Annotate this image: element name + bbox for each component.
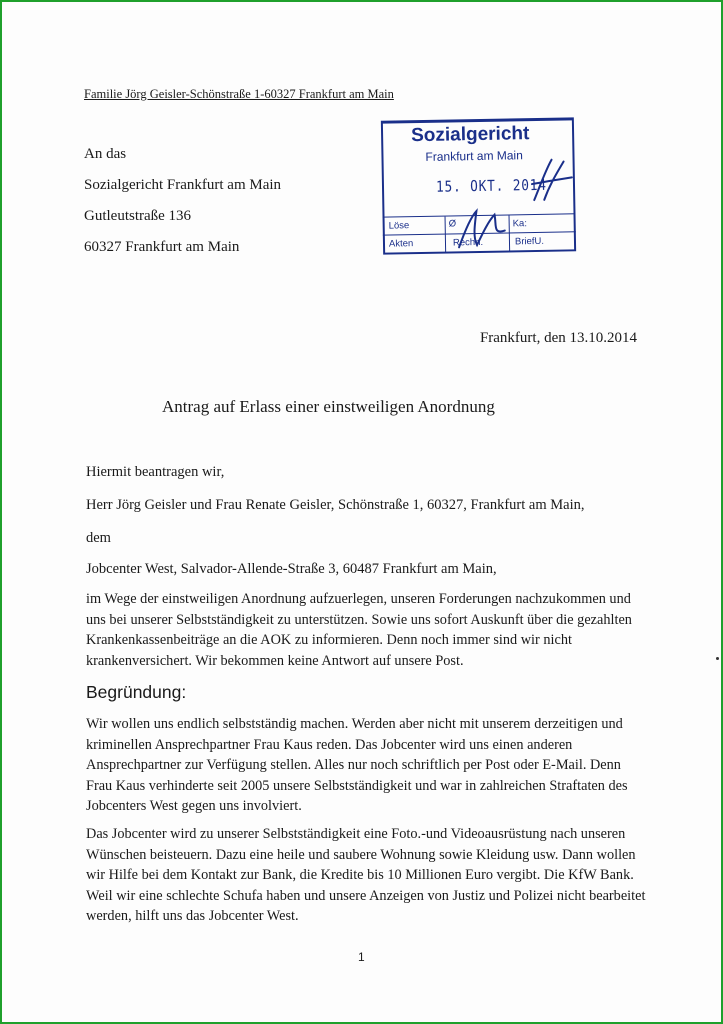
reasons-heading: Begründung: [86, 682, 187, 702]
stamp-initials-icon [452, 206, 513, 251]
court-receipt-stamp [381, 117, 576, 254]
applicants-line: Herr Jörg Geisler und Frau Renate Geisler, Schönstraße 1, 60327, Frankfurt am Main, [86, 497, 585, 513]
date-line: Frankfurt, den 13.10.2014 [479, 330, 637, 346]
recipient-line-2: Sozialgericht Frankfurt am Main [84, 177, 282, 193]
document-title: Antrag auf Erlass einer einstweiligen Anordnung [162, 397, 495, 416]
stamp-cell-rechn: Rechn. [452, 236, 484, 249]
stamp-date: 15. OKT. 2014 [435, 175, 547, 196]
stamp-court: Sozialgericht [410, 123, 530, 147]
stamp-cell-zero: Ø [448, 218, 457, 230]
reasons-paragraph-2: Das Jobcenter wird zu unserer Selbstständigkeit eine Foto.-und Videoausrüstung nach unseren Wünschen beisteuern. Dazu eine heile und saubere Wohnung sowie Kleidung usw. Dann wollen wir Hilfe bei dem Kontakt zur Bank, die Kredite bis 10 Millionen Euro vergibt. Die KfW Bank. Weil wir eine schlechte Schufa haben und unsere Anzeigen von Justiz und Polizei nicht bearbeitet werden, hilft uns das Jobcenter West. [86, 826, 646, 924]
respondent-line: Jobcenter West, Salvador-Allende-Straße 3, 60487 Frankfurt am Main, [86, 561, 497, 577]
stamp-cell-ka: Ka: [512, 218, 528, 230]
stamp-cell-briefu: BriefU. [514, 235, 545, 248]
intro-line: Hiermit beantragen wir, [86, 464, 225, 480]
request-paragraph: im Wege der einstweiligen Anordnung aufzuerlegen, unseren Forderungen nachzukommen und uns bei unserer Selbstständigkeit zu unterstützen. Sowie uns sofort Auskunft über die gezahlten Krankenkassenbeiträge an die AOK zu informieren. Denn noch immer sind wir nicht krankenversichert. Wir bekommen keine Antwort auf unsere Post. [86, 591, 632, 669]
stamp-city: Frankfurt am Main [425, 148, 523, 164]
sender-line: Familie Jörg Geisler-Schönstraße 1-60327 Frankfurt am Main [84, 87, 394, 101]
page-number: 1 [358, 950, 365, 964]
stamp-cell-loese: Löse [388, 220, 410, 232]
stamp-cell-akten: Akten [388, 238, 414, 250]
scan-speck [716, 657, 719, 660]
reasons-paragraph-1: Wir wollen uns endlich selbstständig machen. Werden aber nicht mit unserem derzeitigen und kriminellen Ansprechpartner Frau Kaus reden. Das Jobcenter wird uns einen anderen Ansprechpartner zur Verfügung stellen. Alles nur noch schriftlich per Post oder E-Mail. Denn Frau Kaus verhinderte seit 2005 unsere Selbstständigkeit und war in zahlreichen Straftaten des Jobcenters West gegen uns involviert. [86, 716, 628, 814]
dem-line: dem [86, 530, 111, 546]
recipient-line-1: An das [84, 146, 127, 162]
stamp-signature-icon [529, 155, 574, 206]
recipient-line-4: 60327 Frankfurt am Main [84, 239, 240, 255]
recipient-line-3: Gutleutstraße 136 [84, 208, 192, 224]
